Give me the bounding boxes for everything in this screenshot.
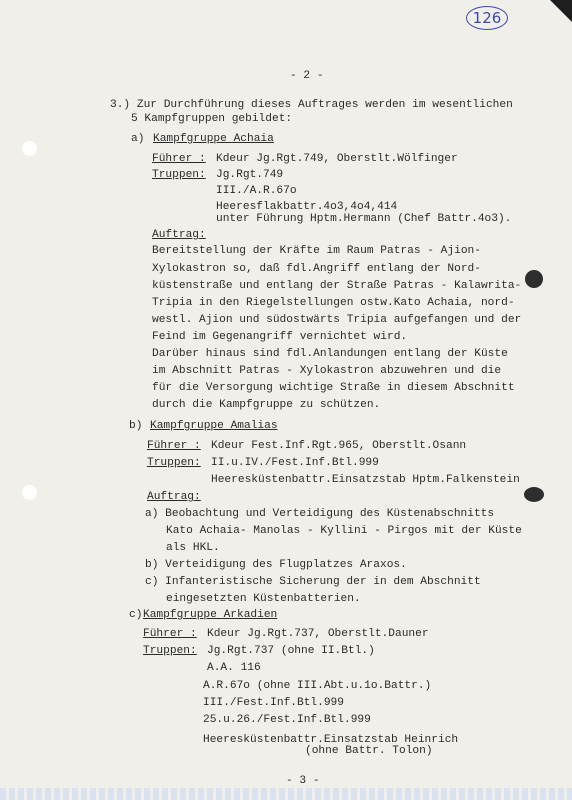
field-value: Heeresküstenbattr.Einsatzstab Hptm.Falkenstein [211, 474, 520, 486]
ink-blot [524, 487, 544, 502]
archive-number-stamp: 126 [466, 6, 508, 30]
field-value: Jg.Rgt.749 [216, 169, 284, 181]
field-value: unter Führung Hptm.Hermann (Chef Battr.4o3). [216, 213, 512, 225]
field-label: Führer : [152, 153, 206, 165]
intro-line: 5 Kampfgruppen gebildet: [131, 113, 293, 125]
field-value: A.R.67o (ohne III.Abt.u.1o.Battr.) [203, 680, 432, 692]
section-title: Kampfgruppe Amalias [150, 420, 278, 432]
body-line: b) Verteidigung des Flugplatzes Araxos. [145, 559, 407, 571]
section-marker: a) [131, 133, 145, 145]
body-line: c) Infanteristische Sicherung der in dem Abschnitt [145, 576, 481, 588]
body-line: durch die Kampfgruppe zu schützen. [152, 399, 381, 411]
page-header: - 2 - [290, 70, 324, 82]
body-line: Bereitstellung der Kräfte im Raum Patras - Ajion- [152, 245, 481, 257]
body-line: küstenstraße und entlang der Straße Patras - Kalawrita- [152, 280, 522, 292]
body-line: für die Versorgung wichtige Straße in diesem Abschnitt [152, 382, 515, 394]
field-label: Führer : [143, 628, 197, 640]
body-line: Darüber hinaus sind fdl.Anlandungen entlang der Küste [152, 348, 508, 360]
body-line: Xylokastron so, daß fdl.Angriff entlang der Nord- [152, 263, 481, 275]
field-value: Heeresflakbattr.4o3,4o4,414 [216, 201, 398, 213]
field-value: Kdeur Fest.Inf.Rgt.965, Oberstlt.Osann [211, 440, 467, 452]
field-label: Truppen: [152, 169, 206, 181]
field-label: Truppen: [143, 645, 197, 657]
body-line: westl. Ajion und südostwärts Tripia aufgefangen und der [152, 314, 522, 326]
section-marker: b) [129, 420, 143, 432]
scan-edge [0, 788, 572, 800]
body-line: Kato Achaia- Manolas - Kyllini - Pirgos mit der Küste [166, 525, 522, 537]
page-corner-shadow [550, 0, 572, 22]
field-value: III./Fest.Inf.Btl.999 [203, 697, 344, 709]
body-line: a) Beobachtung und Verteidigung des Küstenabschnitts [145, 508, 495, 520]
body-line: Tripia in den Riegelstellungen ostw.Kato Achaia, nord- [152, 297, 515, 309]
punch-hole-top [22, 141, 37, 156]
field-value: (ohne Battr. Tolon) [305, 745, 433, 757]
field-value: Heeresküstenbattr.Einsatzstab Heinrich [203, 734, 459, 746]
field-value: A.A. 116 [207, 662, 261, 674]
section-marker: c) [129, 609, 143, 621]
section-title: Kampfgruppe Arkadien [143, 609, 278, 621]
field-value: II.u.IV./Fest.Inf.Btl.999 [211, 457, 379, 469]
field-label: Auftrag: [147, 491, 201, 503]
body-line: Feind im Gegenangriff vernichtet wird. [152, 331, 408, 343]
field-value: Kdeur Jg.Rgt.749, Oberstlt.Wölfinger [216, 153, 458, 165]
body-line: eingesetzten Küstenbatterien. [166, 593, 361, 605]
section-title: Kampfgruppe Achaia [153, 133, 274, 145]
field-value: 25.u.26./Fest.Inf.Btl.999 [203, 714, 371, 726]
page-footer: - 3 - [286, 775, 320, 787]
field-label: Auftrag: [152, 229, 206, 241]
field-value: III./A.R.67o [216, 185, 297, 197]
body-line: im Abschnitt Patras - Xylokastron abzuwehren und die [152, 365, 502, 377]
body-line: als HKL. [166, 542, 220, 554]
field-label: Führer : [147, 440, 201, 452]
intro-line: 3.) Zur Durchführung dieses Auftrages werden im wesentlichen [110, 99, 513, 111]
field-value: Jg.Rgt.737 (ohne II.Btl.) [207, 645, 375, 657]
field-value: Kdeur Jg.Rgt.737, Oberstlt.Dauner [207, 628, 429, 640]
field-label: Truppen: [147, 457, 201, 469]
punch-hole-bottom [22, 485, 37, 500]
ink-blot [525, 270, 543, 288]
